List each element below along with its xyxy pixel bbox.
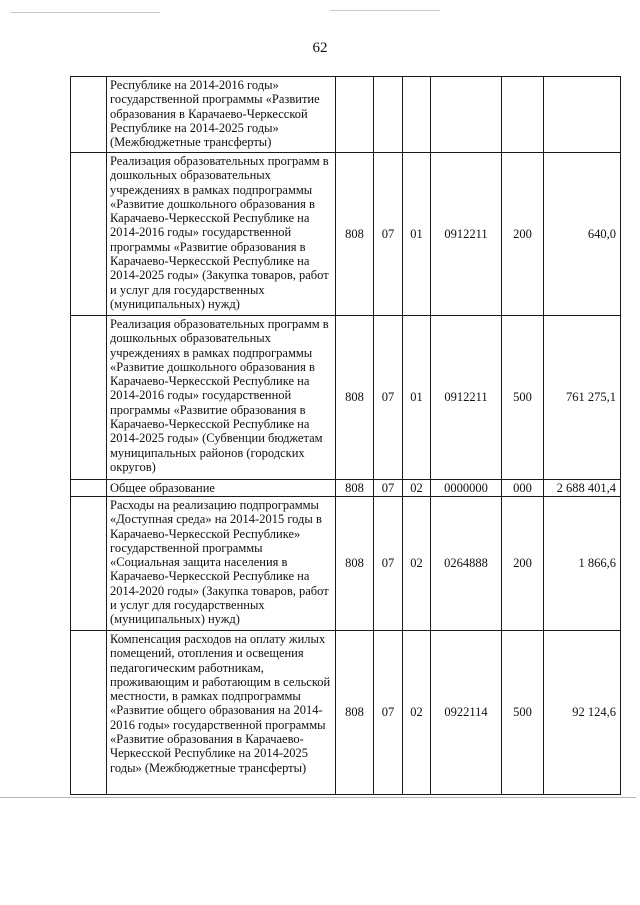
subsection-code-cell: 02	[403, 497, 431, 631]
section-code-cell: 07	[374, 631, 403, 795]
target-article-cell	[431, 77, 502, 153]
ministry-code-cell: 808	[336, 497, 374, 631]
amount-cell: 1 866,6	[544, 497, 621, 631]
target-article-cell: 0912211	[431, 153, 502, 316]
table-row	[71, 316, 621, 480]
row-index-cell	[71, 497, 107, 631]
table-row	[71, 631, 621, 795]
section-code-cell: 07	[374, 316, 403, 480]
scan-artifact-top-right	[330, 10, 440, 11]
subsection-code-cell: 01	[403, 153, 431, 316]
target-article-cell: 0922114	[431, 631, 502, 795]
target-article-cell: 0912211	[431, 316, 502, 480]
ministry-code-cell: 808	[336, 631, 374, 795]
expense-type-cell	[502, 77, 544, 153]
row-index-cell	[71, 480, 107, 497]
row-index-cell	[71, 631, 107, 795]
scan-artifact-bottom	[0, 797, 636, 798]
subsection-code-cell: 02	[403, 631, 431, 795]
scan-artifact-top	[10, 12, 160, 13]
target-article-cell: 0000000	[431, 480, 502, 497]
expense-type-cell: 000	[502, 480, 544, 497]
subsection-code-cell: 01	[403, 316, 431, 480]
expense-name-cell: Компенсация расходов на оплату жилых помещений, отопления и освещения педагогическим работникам, проживающим и работающим в сельской местности, в рамках подпрограммы «Развитие общего образования на 2014-2016 годы» государственной программы «Развитие образования в Карачаево-Черкесской Республике на 2014-2025 годы» (Межбюджетные трансферты)	[107, 631, 336, 795]
expense-type-cell: 500	[502, 316, 544, 480]
row-index-cell	[71, 77, 107, 153]
amount-cell: 761 275,1	[544, 316, 621, 480]
budget-table	[70, 76, 621, 795]
subsection-code-cell: 02	[403, 480, 431, 497]
row-index-cell	[71, 153, 107, 316]
expense-name-cell: Республике на 2014-2016 годы» государственной программы «Развитие образования в Карачаево-Черкесской Республике на 2014-2025 годы» (Межбюджетные трансферты)	[107, 77, 336, 153]
section-code-cell: 07	[374, 153, 403, 316]
ministry-code-cell: 808	[336, 316, 374, 480]
expense-type-cell: 200	[502, 497, 544, 631]
section-code-cell	[374, 77, 403, 153]
row-index-cell	[71, 316, 107, 480]
ministry-code-cell: 808	[336, 153, 374, 316]
amount-cell: 2 688 401,4	[544, 480, 621, 497]
amount-cell: 640,0	[544, 153, 621, 316]
expense-name-cell: Реализация образовательных программ в дошкольных образовательных учреждениях в рамках подпрограммы «Развитие дошкольного образования в Карачаево-Черкесской Республике на 2014-2016 годы» государственной программы «Развитие образования в Карачаево-Черкесской Республике на 2014-2025 годы» (Закупка товаров, работ и услуг для государственных (муниципальных) нужд)	[107, 153, 336, 316]
expense-name-cell: Общее образование	[107, 480, 336, 497]
expense-type-cell: 500	[502, 631, 544, 795]
expense-type-cell: 200	[502, 153, 544, 316]
amount-cell: 92 124,6	[544, 631, 621, 795]
subsection-code-cell	[403, 77, 431, 153]
ministry-code-cell: 808	[336, 480, 374, 497]
section-code-cell: 07	[374, 497, 403, 631]
ministry-code-cell	[336, 77, 374, 153]
table-row	[71, 497, 621, 631]
target-article-cell: 0264888	[431, 497, 502, 631]
table-row	[71, 77, 621, 153]
table-row	[71, 480, 621, 497]
page-number: 62	[312, 40, 328, 56]
amount-cell	[544, 77, 621, 153]
expense-name-cell: Расходы на реализацию подпрограммы «Доступная среда» на 2014-2015 годы в Карачаево-Черкесской Республике» государственной программы «Социальная защита населения в Карачаево-Черкесской Республике на 2014-2020 годы» (Закупка товаров, работ и услуг для государственных (муниципальных) нужд)	[107, 497, 336, 631]
expense-name-cell: Реализация образовательных программ в дошкольных образовательных учреждениях в рамках подпрограммы «Развитие дошкольного образования в Карачаево-Черкесской Республике на 2014-2016 годы» государственной программы «Развитие образования в Карачаево-Черкесской Республике на 2014-2025 годы» (Субвенции бюджетам муниципальных районов (городских округов)	[107, 316, 336, 480]
section-code-cell: 07	[374, 480, 403, 497]
table-row	[71, 153, 621, 316]
